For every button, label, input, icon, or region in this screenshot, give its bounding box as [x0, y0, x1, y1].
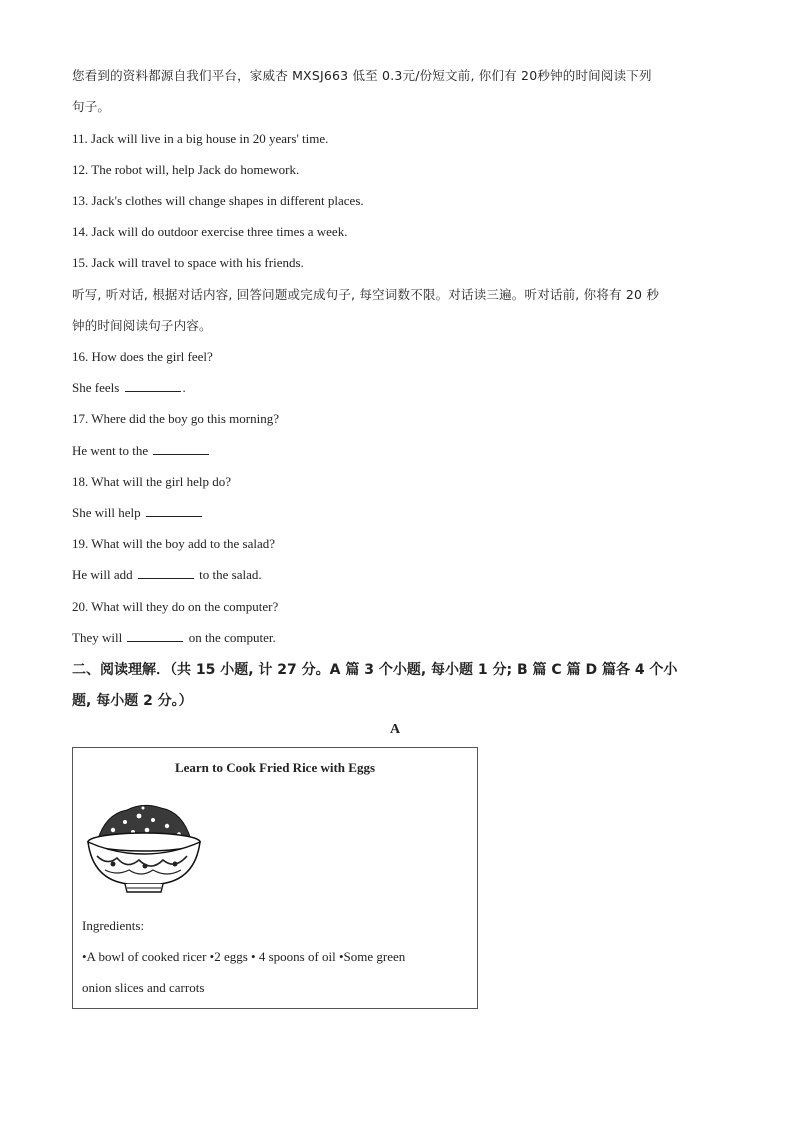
- answer-suffix: to the salad.: [195, 567, 262, 582]
- question-18: 18. What will the girl help do?: [72, 474, 231, 489]
- section-heading-line-2: 题, 每小题 2 分。）: [72, 693, 193, 709]
- answer-prefix: They will: [72, 630, 126, 645]
- answer-prefix: He went to the: [72, 443, 152, 458]
- answer-17: [72, 441, 211, 461]
- dictation-line-1: 听写, 听对话, 根据对话内容, 回答问题或完成句子, 每空词数不限。对话读三遍。听对话前, 你将有 20 秒: [72, 287, 660, 302]
- answer-suffix: on the computer.: [185, 630, 276, 645]
- statement-15: 15. Jack will travel to space with his friends.: [72, 255, 304, 270]
- recipe-box: [72, 747, 478, 1009]
- question-16: 16. How does the girl feel?: [72, 349, 213, 364]
- answer-16: [72, 378, 186, 398]
- answer-blank[interactable]: [125, 379, 181, 392]
- answer-prefix: She will help: [72, 505, 144, 520]
- statement-12: 12. The robot will, help Jack do homework.: [72, 162, 300, 177]
- ingredients-line-2: onion slices and carrots: [82, 980, 205, 995]
- section-heading-line-1: 二、阅读理解．（共 15 小题, 计 27 分。A 篇 3 个小题, 每小题 1 分; B 篇 C 篇 D 篇各 4 个小: [72, 662, 678, 678]
- question-17: 17. Where did the boy go this morning?: [72, 411, 280, 426]
- answer-blank[interactable]: [138, 566, 194, 579]
- question-20: 20. What will they do on the computer?: [72, 599, 279, 614]
- intro-line-2: 句子。: [72, 99, 111, 114]
- statement-11: 11. Jack will live in a big house in 20 years' time.: [72, 131, 329, 146]
- answer-19: [72, 565, 262, 585]
- answer-20: [72, 628, 276, 648]
- answer-prefix: He will add: [72, 567, 136, 582]
- answer-suffix: .: [182, 380, 186, 395]
- answer-blank[interactable]: [153, 442, 209, 455]
- answer-blank[interactable]: [127, 629, 183, 642]
- answer-prefix: She feels: [72, 380, 123, 395]
- fried-rice-bowl-illustration: [83, 800, 205, 900]
- dictation-line-2: 钟的时间阅读句子内容。: [72, 318, 212, 333]
- ingredients-line-1: •A bowl of cooked ricer •2 eggs • 4 spoons of oil •Some green: [82, 949, 406, 964]
- intro-line-1: 您看到的资料都源自我们平台，家威杏 MXSJ663 低至 0.3元/份短文前, 你们有 20秒钟的时间阅读下列: [72, 68, 652, 83]
- statement-13: 13. Jack's clothes will change shapes in different places.: [72, 193, 364, 208]
- recipe-title: Learn to Cook Fried Rice with Eggs: [174, 760, 376, 775]
- question-19: 19. What will the boy add to the salad?: [72, 536, 276, 551]
- passage-label: A: [390, 722, 401, 737]
- statement-14: 14. Jack will do outdoor exercise three times a week.: [72, 224, 348, 239]
- answer-blank[interactable]: [146, 504, 202, 517]
- ingredients-label: Ingredients:: [82, 918, 145, 933]
- answer-18: [72, 503, 204, 523]
